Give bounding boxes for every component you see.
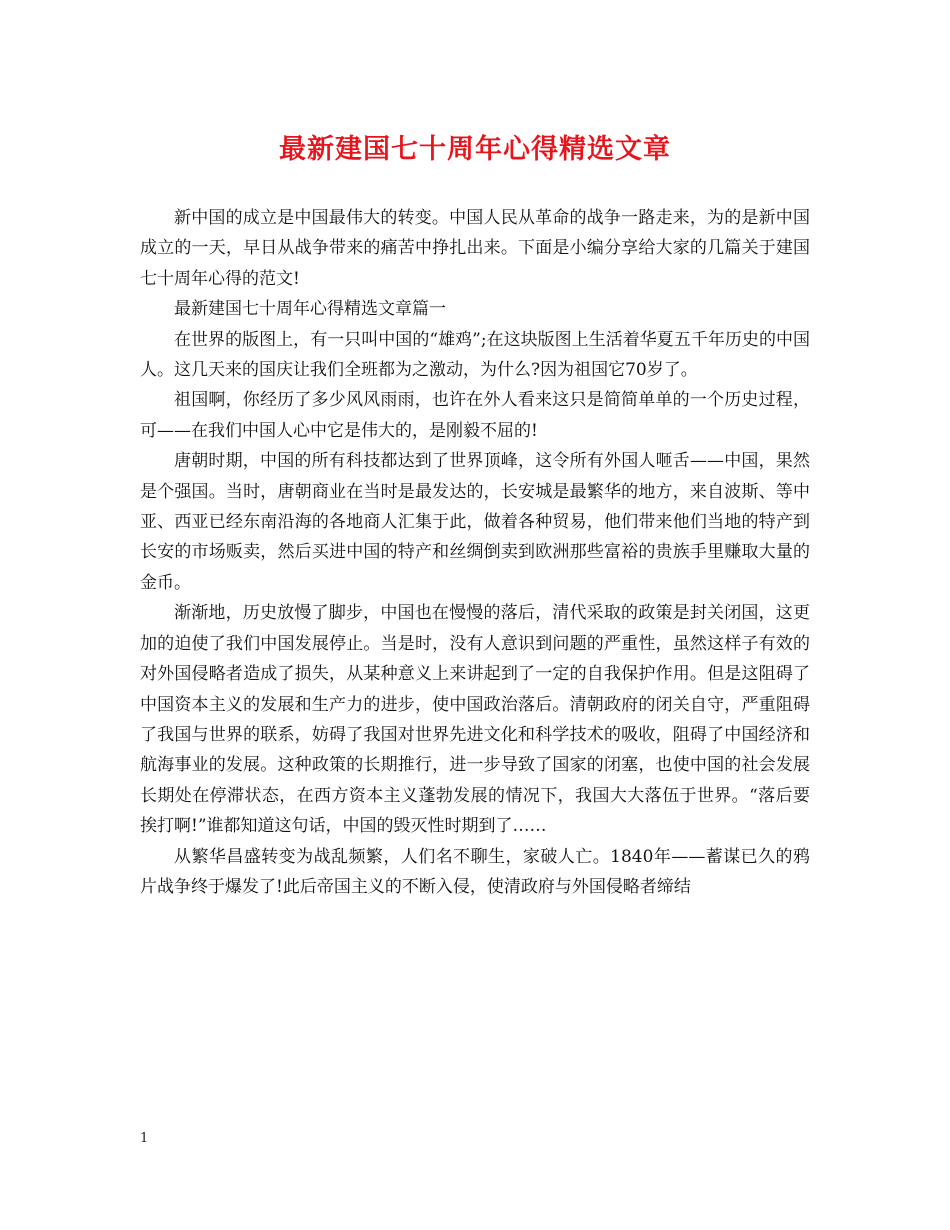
document-title: 最新建国七十周年心得精选文章 bbox=[279, 134, 671, 165]
document-body bbox=[140, 203, 810, 902]
body-paragraph: 渐渐地，历史放慢了脚步，中国也在慢慢的落后，清代采取的政策是封关闭国，这更加的迫使了我们中国发展停止。当是时，没有人意识到问题的严重性，虽然这样子有效的对外国侵略者造成了损失，从某种意义上来讲起到了一定的自我保护作用。但是这阻碍了中国资本主义的发展和生产力的进步，使中国政治落后。清朝政府的闭关自守，严重阻碍了我国与世界的联系，妨碍了我国对世界先进文化和科学技术的吸收，阻碍了中国经济和航海事业的发展。这种政策的长期推行，进一步导致了国家的闭塞，也使中国的社会发展长期处在停滞状态，在西方资本主义蓬勃发展的情况下，我国大大落伍于世界。“落后要挨打啊!”谁都知道这句话，中国的毁灭性时期到了…… bbox=[140, 603, 810, 837]
intro-paragraph: 新中国的成立是中国最伟大的转变。中国人民从革命的战争一路走来，为的是新中国成立的一天，早日从战争带来的痛苦中挣扎出来。下面是小编分享给大家的几篇关于建国七十周年心得的范文! bbox=[140, 208, 810, 289]
body-paragraph: 从繁华昌盛转变为战乱频繁，人们名不聊生，家破人亡。1840年——蓄谋已久的鸦片战争终于爆发了!此后帝国主义的不断入侵，使清政府与外国侵略者缔结 bbox=[140, 846, 810, 897]
body-paragraph: 唐朝时期，中国的所有科技都达到了世界顶峰，这令所有外国人咂舌——中国，果然是个强国。当时，唐朝商业在当时是最发达的，长安城是最繁华的地方，来自波斯、等中亚、西亚已经东南沿海的各地商人汇集于此，做着各种贸易，他们带来他们当地的特产到长安的市场贩卖，然后买进中国的特产和丝绸倒卖到欧洲那些富裕的贵族手里赚取大量的金币。 bbox=[140, 451, 810, 593]
page-number: 1 bbox=[140, 1131, 149, 1146]
section-heading: 最新建国七十周年心得精选文章篇一 bbox=[174, 299, 446, 320]
body-paragraph: 祖国啊，你经历了多少风风雨雨，也许在外人看来这只是简简单单的一个历史过程，可——在我们中国人心中它是伟大的，是刚毅不屈的! bbox=[140, 390, 810, 441]
body-paragraph: 在世界的版图上，有一只叫中国的“雄鸡”;在这块版图上生活着华夏五千年历史的中国人。这几天来的国庆让我们全班都为之激动，为什么?因为祖国它70岁了。 bbox=[140, 329, 810, 381]
